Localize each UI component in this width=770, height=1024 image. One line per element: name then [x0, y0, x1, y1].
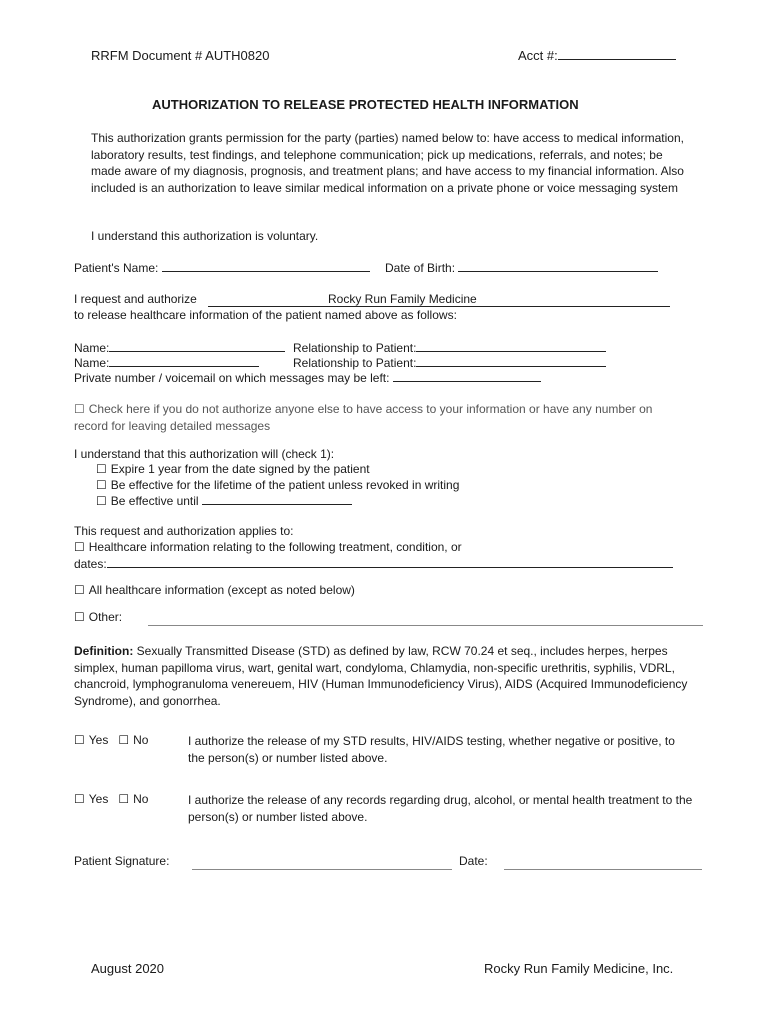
patient-name-field — [74, 260, 370, 275]
date-label: Date: — [459, 854, 488, 868]
party2-name-label: Name: — [74, 356, 110, 370]
dates-label: dates: — [74, 557, 107, 571]
applies-option-2 — [74, 583, 355, 597]
dates-input[interactable] — [107, 556, 673, 568]
signature-input[interactable] — [192, 869, 452, 870]
applies-intro: This request and authorization applies to: — [74, 524, 294, 538]
applies-checkbox-2[interactable]: ☐ — [74, 583, 85, 597]
duration-option-2 — [96, 478, 459, 492]
duration-option-3-label: Be effective until — [110, 494, 199, 508]
applies-checkbox-1[interactable]: ☐ — [74, 540, 85, 554]
party1-name-input[interactable] — [109, 340, 285, 352]
date-input[interactable] — [504, 869, 702, 870]
consent-1-yes-checkbox[interactable]: ☐ — [74, 733, 85, 747]
dob-label: Date of Birth: — [385, 261, 456, 275]
footer-date: August 2020 — [91, 961, 165, 976]
duration-intro: I understand that this authorization will (check 1): — [74, 447, 335, 461]
private-number-input[interactable] — [393, 370, 541, 382]
authorize-label: I request and authorize — [74, 292, 197, 306]
party1-name-label: Name: — [74, 341, 110, 355]
consent-2-text: I authorize the release of any records regarding drug, alcohol, or mental health treatment to the person(s) or number listed above. — [188, 793, 693, 824]
party1-relationship-input[interactable] — [416, 340, 606, 352]
duration-option-1-label: Expire 1 year from the date signed by the patient — [110, 462, 370, 476]
private-number-label: Private number / voicemail on which messages may be left: — [74, 371, 390, 385]
no-authorize-option — [74, 401, 674, 434]
consent-1-no-label: No — [133, 733, 149, 747]
definition-text: Sexually Transmitted Disease (STD) as defined by law, RCW 70.24 et seq., includes herpes, herpes simplex, human papilloma virus, wart, genital wart, condyloma, Chlamydia, non-specific urethritis, syphilis, VDRL, chancroid, lymphogranuloma venereuem, HIV (Human Immunodeficiency Virus), AIDS (Acquired Immunodeficiency Syndrome), and gonorrhea. — [74, 644, 688, 708]
consent-2-choices — [74, 792, 148, 806]
authorize-line — [74, 292, 197, 306]
party1-relationship-field — [293, 340, 606, 355]
duration-checkbox-2[interactable]: ☐ — [96, 478, 107, 492]
provider-name: Rocky Run Family Medicine — [328, 292, 477, 306]
applies-option-3-label: Other: — [88, 610, 123, 624]
applies-option-2-label: All healthcare information (except as noted below) — [88, 583, 355, 597]
duration-checkbox-1[interactable]: ☐ — [96, 462, 107, 476]
definition-paragraph — [74, 643, 699, 709]
party2-relationship-label: Relationship to Patient: — [293, 356, 417, 370]
party2-relationship-field — [293, 355, 606, 370]
no-authorize-text: Check here if you do not authorize anyone else to have access to your information or have any number on record for leaving detailed messages — [74, 402, 653, 433]
consent-2-yes-label: Yes — [88, 792, 109, 806]
consent-2-no-label: No — [133, 792, 149, 806]
consent-1-no-checkbox[interactable]: ☐ — [118, 733, 130, 747]
consent-2-yes-checkbox[interactable]: ☐ — [74, 792, 85, 806]
definition-label: Definition: — [74, 644, 134, 658]
duration-checkbox-3[interactable]: ☐ — [96, 494, 107, 508]
consent-1-text: I authorize the release of my STD results, HIV/AIDS testing, whether negative or positive, to the person(s) or number listed above. — [188, 734, 675, 765]
patient-name-label: Patient's Name: — [74, 261, 159, 275]
applies-option-1-label: Healthcare information relating to the following treatment, condition, or — [88, 540, 462, 554]
footer-org: Rocky Run Family Medicine, Inc. — [484, 961, 674, 976]
page-title: AUTHORIZATION TO RELEASE PROTECTED HEALTH INFORMATION — [152, 97, 579, 112]
applies-option-3 — [74, 610, 122, 624]
applies-checkbox-3[interactable]: ☐ — [74, 610, 85, 624]
acct-field — [518, 48, 676, 63]
acct-label: Acct #: — [518, 48, 558, 63]
acct-input[interactable] — [558, 48, 676, 60]
consent-2-no-checkbox[interactable]: ☐ — [118, 792, 130, 806]
provider-field[interactable] — [208, 292, 670, 307]
duration-option-2-label: Be effective for the lifetime of the patient unless revoked in writing — [110, 478, 460, 492]
patient-name-input[interactable] — [162, 260, 370, 272]
party2-name-field — [74, 355, 259, 370]
voluntary-statement: I understand this authorization is voluntary. — [91, 229, 319, 243]
no-authorize-checkbox[interactable]: ☐ — [74, 402, 85, 416]
party2-name-input[interactable] — [109, 355, 259, 367]
intro-paragraph: This authorization grants permission for the party (parties) named below to: have access to medical information, laboratory results, test findings, and telephone communication; pick up medications, referrals, and notes; be made aware of my diagnosis, prognosis, and treatment plans; and have access to my financial information. Also included is an authorization to leave similar medical information on a private phone or voice messaging system — [91, 131, 684, 195]
release-statement: to release healthcare information of the patient named above as follows: — [74, 308, 457, 322]
party1-relationship-label: Relationship to Patient: — [293, 341, 417, 355]
duration-option-3 — [96, 493, 352, 508]
dob-field — [385, 260, 658, 275]
private-number-field — [74, 370, 541, 385]
effective-until-input[interactable] — [202, 493, 352, 505]
signature-label: Patient Signature: — [74, 854, 170, 868]
party1-name-field — [74, 340, 285, 355]
dates-field — [74, 556, 673, 571]
dob-input[interactable] — [458, 260, 658, 272]
applies-option-1 — [74, 540, 462, 554]
consent-1-yes-label: Yes — [88, 733, 109, 747]
party2-relationship-input[interactable] — [416, 355, 606, 367]
document-number: RRFM Document # AUTH0820 — [91, 48, 270, 63]
consent-1-choices — [74, 733, 148, 747]
duration-option-1 — [96, 462, 370, 476]
other-input[interactable] — [148, 625, 703, 626]
